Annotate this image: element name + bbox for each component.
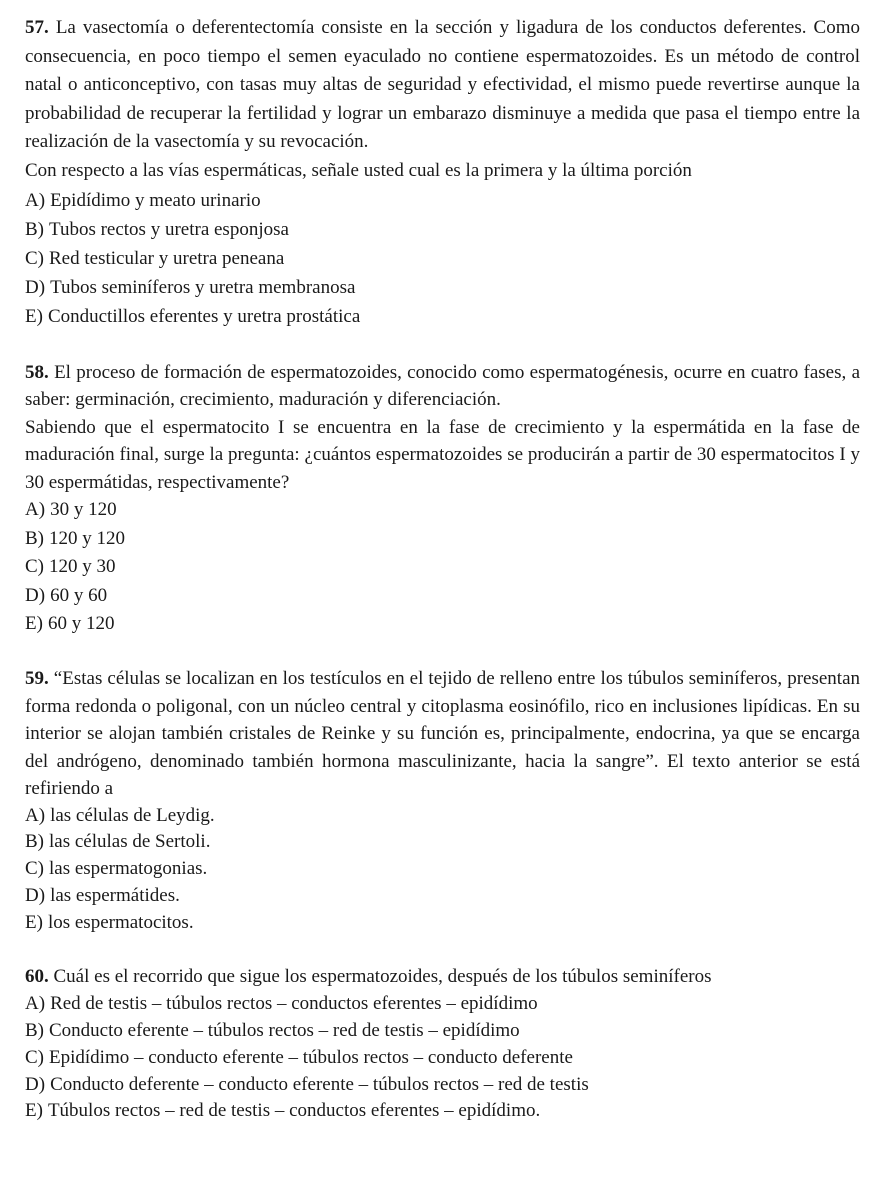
option-letter: A) [25,993,46,1015]
question-57-text [25,14,860,157]
option-letter: A) [25,804,46,826]
question-number: 58. [25,361,49,383]
option-c[interactable] [25,856,860,883]
option-d[interactable] [25,582,860,611]
option-a[interactable] [25,186,860,215]
option-letter: C) [25,1046,44,1068]
option-letter: B) [25,1019,44,1041]
question-body: La vasectomía o deferentectomía consiste en la sección y ligadura de los conductos deferentes. Como consecuencia, en poco tiempo el semen eyaculado no contiene espermatozoides. Es un método de control natal o anticonceptivo, con tasas muy altas de seguridad y efectividad, el mismo puede revertirse aunque la probabilidad de recuperar la fertilidad y lograr un embarazo disminuye a medida que pasa el tiempo entre la realización de la vasectomía y su revocación. [25,17,861,153]
option-b[interactable] [25,1018,860,1045]
option-text: Tubos rectos y uretra esponjosa [49,218,289,240]
option-a[interactable] [25,803,860,830]
option-d[interactable] [25,273,860,302]
option-text: Red de testis – túbulos rectos – conductos eferentes – epidídimo [50,993,538,1015]
question-number: 60. [25,965,49,987]
option-text: las células de Sertoli. [49,831,211,853]
option-text: Epidídimo – conducto eferente – túbulos rectos – conducto deferente [49,1046,573,1068]
option-c[interactable] [25,1045,860,1072]
option-text: Conductillos eferentes y uretra prostática [47,305,361,327]
option-text: 30 y 120 [50,499,117,521]
option-d[interactable] [25,883,860,910]
question-57-prompt: Con respecto a las vías espermáticas, señale usted cual es la primera y la última porción [25,159,692,181]
option-letter: D) [25,584,46,606]
question-57 [25,14,860,331]
question-body: “Estas células se localizan en los testículos en el tejido de relleno entre los túbulos seminíferos, presentan forma redonda o poligonal, con un núcleo central y citoplasma eosinófilo, rico en inclusiones lipídicas. En su interior se alojan también cristales de Reinke y su función es, principalmente, endocrina, ya que se encarga del andrógeno, denominado también hormona masculinizante, hacia la sangre”. El texto anterior se está refiriendo a [25,668,860,800]
option-e[interactable] [25,910,860,937]
option-letter: A) [25,499,46,521]
option-text: 60 y 120 [47,613,115,635]
option-letter: A) [25,189,46,211]
option-a[interactable] [25,496,860,525]
question-57-options [25,186,860,331]
option-a[interactable] [25,991,860,1018]
option-letter: D) [25,884,46,906]
option-letter: B) [25,527,44,549]
question-60-text [25,963,860,992]
option-text: 120 y 120 [49,527,125,549]
question-59 [25,665,860,936]
option-text: Red testicular y uretra peneana [49,247,285,269]
option-text: 120 y 30 [49,556,116,578]
option-b[interactable] [25,215,860,244]
question-59-options [25,803,860,937]
option-e[interactable] [25,610,860,639]
option-text: los espermatocitos. [47,911,194,933]
question-number: 59. [25,668,49,690]
option-c[interactable] [25,553,860,582]
option-e[interactable] [25,1098,860,1125]
question-body: El proceso de formación de espermatozoides, conocido como espermatogénesis, ocurre en cuatro fases, a saber: germinación, crecimiento, maduración y diferenciación. [25,361,861,411]
question-58-prompt: Sabiendo que el espermatocito I se encuentra en la fase de crecimiento y la espermátida en la fase de maduración final, surge la pregunta: ¿cuántos espermatozoides se producirán a partir de 30 espermatocitos I y 30 espermátidas, respectivamente? [25,416,860,493]
question-60-options [25,991,860,1125]
question-58-options [25,496,860,639]
option-b[interactable] [25,525,860,554]
question-body: Cuál es el recorrido que sigue los espermatozoides, después de los túbulos seminíferos [53,965,712,987]
option-letter: C) [25,247,44,269]
option-text: las células de Leydig. [50,804,215,826]
option-letter: E) [25,911,43,933]
option-text: las espermátides. [50,884,180,906]
option-d[interactable] [25,1072,860,1099]
option-text: Túbulos rectos – red de testis – conductos eferentes – epidídimo. [47,1100,541,1122]
option-text: Conducto eferente – túbulos rectos – red de testis – epidídimo [49,1019,520,1041]
option-text: Epidídimo y meato urinario [50,189,261,211]
option-letter: C) [25,858,44,880]
option-e[interactable] [25,302,860,331]
question-59-text [25,665,860,803]
option-text: Conducto deferente – conducto eferente – túbulos rectos – red de testis [50,1073,589,1095]
option-letter: C) [25,556,44,578]
option-text: las espermatogonias. [49,858,208,880]
question-58 [25,359,860,639]
option-b[interactable] [25,829,860,856]
option-letter: D) [25,276,46,298]
option-letter: E) [25,613,43,635]
option-c[interactable] [25,244,860,273]
option-letter: B) [25,831,44,853]
question-number: 57. [25,17,49,38]
option-letter: E) [25,1100,43,1122]
option-text: 60 y 60 [50,584,108,606]
option-text: Tubos seminíferos y uretra membranosa [50,276,356,298]
question-58-text [25,359,860,414]
option-letter: E) [25,305,43,327]
question-60 [25,963,860,1126]
option-letter: D) [25,1073,46,1095]
option-letter: B) [25,218,44,240]
